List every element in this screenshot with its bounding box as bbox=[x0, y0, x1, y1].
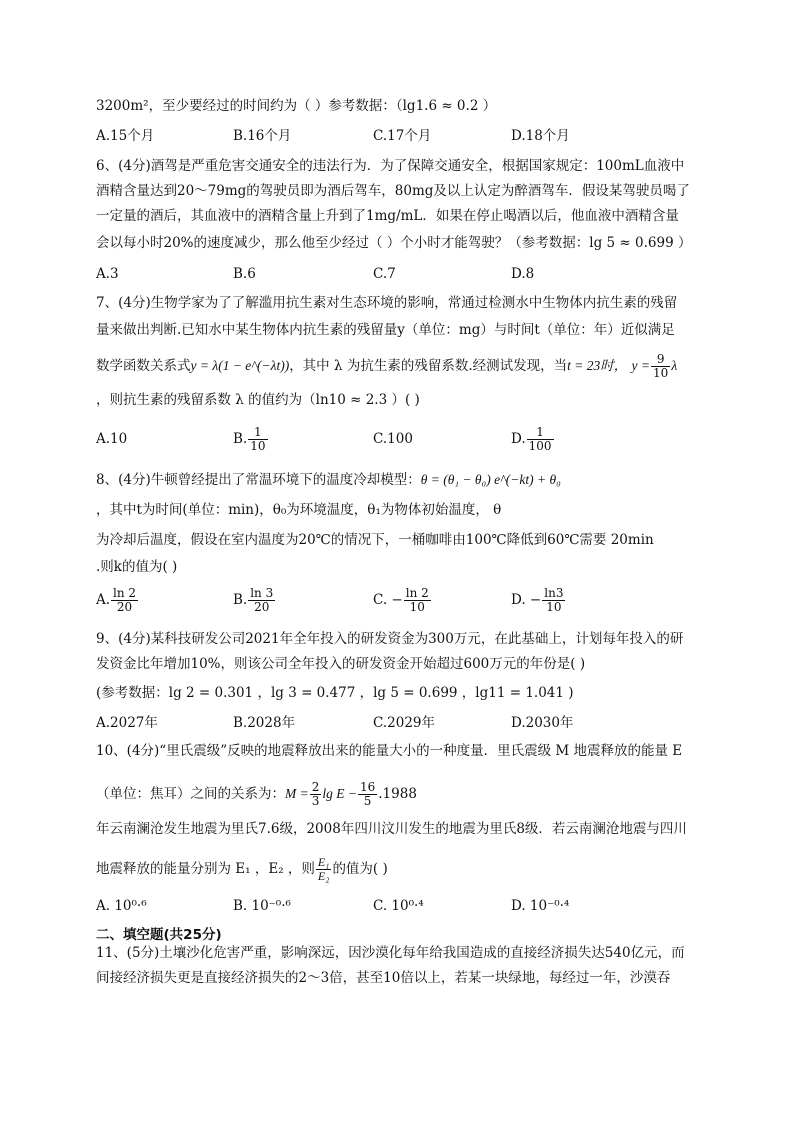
q9-option-c[interactable]: C.2029年 bbox=[373, 715, 435, 731]
q10-fraction-2-3 bbox=[310, 781, 322, 808]
q11-line-2: 间接经济损失更是直接经济损失的2～3倍，甚至10倍以上，若某一块绿地，每经过一年，沙漠吞 bbox=[96, 970, 671, 986]
q8-option-b-numerator: ln 3 bbox=[250, 586, 274, 600]
q8-line-1-prefix: 8、(4分)牛顿曾经提出了常温环境下的温度冷却模型： bbox=[96, 472, 421, 488]
q10-formula-m: M = bbox=[285, 786, 309, 801]
q8-line-3: 为冷却后温度，假设在室内温度为20℃的情况下，一桶咖啡由100℃降低到60℃需要 20min bbox=[96, 532, 654, 548]
q10-fraction-1-denominator: 3 bbox=[311, 794, 320, 808]
q7-condition-y: y = bbox=[631, 358, 651, 373]
q7-condition-lambda: λ bbox=[671, 358, 678, 373]
section-title-fill-in: 二、填空题(共25分) bbox=[96, 927, 222, 943]
q6-line-3: 一定量的酒后，其血液中的酒精含量上升到了1mg/mL．如果在停止喝酒以后，他血液中酒精含量 bbox=[96, 208, 679, 224]
q10-line-3: 年云南澜沧发生地震为里氏7.6级，2008年四川汶川发生的地震为里氏8级．若云南澜沧地震与四川 bbox=[96, 821, 687, 837]
q8-option-a-denominator: 20 bbox=[116, 600, 133, 614]
q7-line-3-middle: ，其中 λ 为抗生素的残留系数.经测试发现，当 bbox=[289, 358, 568, 374]
q7-fraction-denominator: 10 bbox=[653, 366, 669, 380]
q7-option-c[interactable]: C.100 bbox=[373, 431, 413, 447]
q8-line-2: ，其中t为时间(单位：min)，θ₀为环境温度，θ₁为物体初始温度， θ bbox=[96, 502, 502, 518]
q8-line-1 bbox=[96, 471, 561, 489]
q8-option-b[interactable] bbox=[233, 587, 276, 614]
q10-fraction-2-denominator: 5 bbox=[363, 794, 372, 808]
q10-fraction-1-numerator: 2 bbox=[311, 780, 320, 794]
q6-line-2: 酒精含量达到20～79mg的驾驶员即为酒后驾车，80mg及以上认定为醉酒驾车．假设某驾驶员喝了 bbox=[96, 183, 690, 199]
q8-option-b-denominator: 20 bbox=[254, 600, 270, 614]
q7-line-3-prefix: 数学函数关系式 bbox=[96, 358, 191, 374]
q8-option-d[interactable] bbox=[511, 587, 566, 614]
q7-option-b-denominator: 10 bbox=[250, 439, 266, 453]
q10-fraction-2-numerator: 16 bbox=[359, 780, 376, 794]
q6-line-4: 会以每小时20%的速度减少，那么他至少经过（ ）个小时才能驾驶？（参考数据：lg 5 ≈ 0.699 ） bbox=[96, 235, 692, 251]
q9-line-3: (参考数据：lg 2 = 0.301 ，lg 3 = 0.477 ，lg 5 = 0.699 ，lg11 = 1.041 ) bbox=[96, 685, 574, 701]
q6-option-c[interactable]: C.7 bbox=[373, 266, 396, 282]
q7-line-3 bbox=[96, 353, 677, 380]
q7-option-d[interactable] bbox=[511, 426, 555, 453]
q8-line-4: .则k的值为( ) bbox=[96, 559, 178, 575]
q10-fraction-16-5 bbox=[358, 781, 377, 808]
q7-condition-t: t = 23时， bbox=[567, 358, 628, 373]
q8-option-a-numerator: ln 2 bbox=[113, 586, 137, 600]
q10-line-1: 10、(4分)“里氏震级”反映的地震释放出来的能量大小的一种度量．里氏震级 M 地震释放的能量 E bbox=[96, 743, 683, 759]
q9-option-b[interactable]: B.2028年 bbox=[233, 715, 296, 731]
q10-option-d[interactable]: D. 10⁻⁰·⁴ bbox=[511, 898, 570, 914]
q8-option-d-numerator: ln3 bbox=[544, 586, 564, 600]
q10-line-4 bbox=[96, 856, 388, 883]
q7-option-b-prefix: B. bbox=[233, 431, 248, 447]
q10-line-4-prefix: 地震释放的能量分别为 E₁ ，E₂ ，则 bbox=[96, 861, 315, 877]
q8-option-c-numerator: ln 2 bbox=[405, 586, 429, 600]
q8-option-a-fraction bbox=[111, 587, 138, 614]
q8-option-b-fraction bbox=[248, 587, 275, 614]
q5-option-d[interactable]: D.18个月 bbox=[511, 128, 570, 144]
q7-option-a[interactable]: A.10 bbox=[96, 431, 128, 447]
q7-fraction-numerator: 9 bbox=[651, 353, 670, 367]
q10-option-b[interactable]: B. 10⁻⁰·⁶ bbox=[233, 898, 291, 914]
q10-option-a[interactable]: A. 10⁰·⁶ bbox=[96, 898, 147, 914]
q8-option-d-prefix: D. − bbox=[511, 592, 542, 608]
q6-option-d[interactable]: D.8 bbox=[511, 266, 535, 282]
q7-option-d-prefix: D. bbox=[511, 431, 526, 447]
q5-option-a[interactable]: A.15个月 bbox=[96, 128, 155, 144]
q6-option-a[interactable]: A.3 bbox=[96, 266, 119, 282]
q6-line-1: 6、(4分)酒驾是严重危害交通安全的违法行为．为了保障交通安全，根据国家规定：100mL血液中 bbox=[96, 158, 685, 174]
q10-line-2-prefix: （单位：焦耳）之间的关系为： bbox=[96, 786, 285, 802]
q7-option-b[interactable] bbox=[233, 426, 269, 453]
q7-line-4: ，则抗生素的残留系数 λ 的值约为（ln10 ≈ 2.3 ）( ) bbox=[96, 392, 420, 408]
q9-line-1: 9、(4分)某科技研发公司2021年全年投入的研发资金为300万元，在此基础上，计划每年投入的研 bbox=[96, 631, 684, 647]
q9-line-2: 发资金比年增加10%，则该公司全年投入的研发资金开始超过600万元的年份是( ) bbox=[96, 656, 586, 672]
q5-option-b[interactable]: B.16个月 bbox=[233, 128, 292, 144]
q7-line-1: 7、(4分)生物学家为了了解滥用抗生素对生态环境的影响，常通过检测水中生物体内抗生素的残留 bbox=[96, 295, 678, 311]
q10-fraction-3-numerator: E₁ bbox=[317, 855, 330, 869]
q10-line-2-suffix: .1988 bbox=[378, 786, 417, 802]
q5-option-c[interactable]: C.17个月 bbox=[373, 128, 432, 144]
q9-option-d[interactable]: D.2030年 bbox=[511, 715, 574, 731]
q11-line-1: 11、(5分)土壤沙化危害严重，影响深远，因沙漠化每年给我国造成的直接经济损失达540亿元，而 bbox=[96, 945, 685, 961]
q7-option-d-fraction bbox=[527, 426, 554, 453]
q8-formula: θ = (θ₁ − θ₀) e^(−kt) + θ₀ bbox=[420, 472, 561, 487]
q8-option-b-prefix: B. bbox=[233, 592, 248, 608]
q7-option-b-fraction bbox=[248, 426, 267, 453]
q6-option-b[interactable]: B.6 bbox=[233, 266, 256, 282]
q10-fraction-e1-e2 bbox=[316, 856, 332, 883]
q10-formula-lg: lg E − bbox=[322, 786, 357, 801]
q8-option-a[interactable] bbox=[96, 587, 139, 614]
q9-option-a[interactable]: A.2027年 bbox=[96, 715, 158, 731]
q8-option-d-denominator: 10 bbox=[546, 600, 562, 614]
q7-option-d-numerator: 1 bbox=[527, 426, 554, 440]
q8-option-a-prefix: A. bbox=[96, 592, 111, 608]
q7-formula: y = λ(1 − e^(−λt)) bbox=[190, 358, 290, 373]
q7-option-d-denominator: 100 bbox=[528, 439, 552, 453]
q8-option-c[interactable] bbox=[373, 587, 432, 614]
q10-line-2 bbox=[96, 781, 417, 808]
q10-option-c[interactable]: C. 10⁰·⁴ bbox=[373, 898, 424, 914]
q7-line-2: 量来做出判断.已知水中某生物体内抗生素的残留量y（单位：mg）与时间t（单位：年）近似满足 bbox=[96, 322, 675, 338]
q10-line-4-suffix: 的值为( ) bbox=[332, 861, 388, 877]
q7-fraction bbox=[651, 353, 670, 380]
q7-option-b-numerator: 1 bbox=[248, 426, 267, 440]
q8-option-c-denominator: 10 bbox=[409, 600, 425, 614]
q8-option-c-prefix: C. − bbox=[373, 592, 403, 608]
q8-option-c-fraction bbox=[404, 587, 431, 614]
q10-fraction-3-denominator: E₂ bbox=[317, 869, 330, 883]
q8-option-d-fraction bbox=[542, 587, 565, 614]
q5-tail-text: 3200m²，至少要经过的时间约为（ ）参考数据：（lg1.6 ≈ 0.2 ） bbox=[96, 98, 497, 114]
